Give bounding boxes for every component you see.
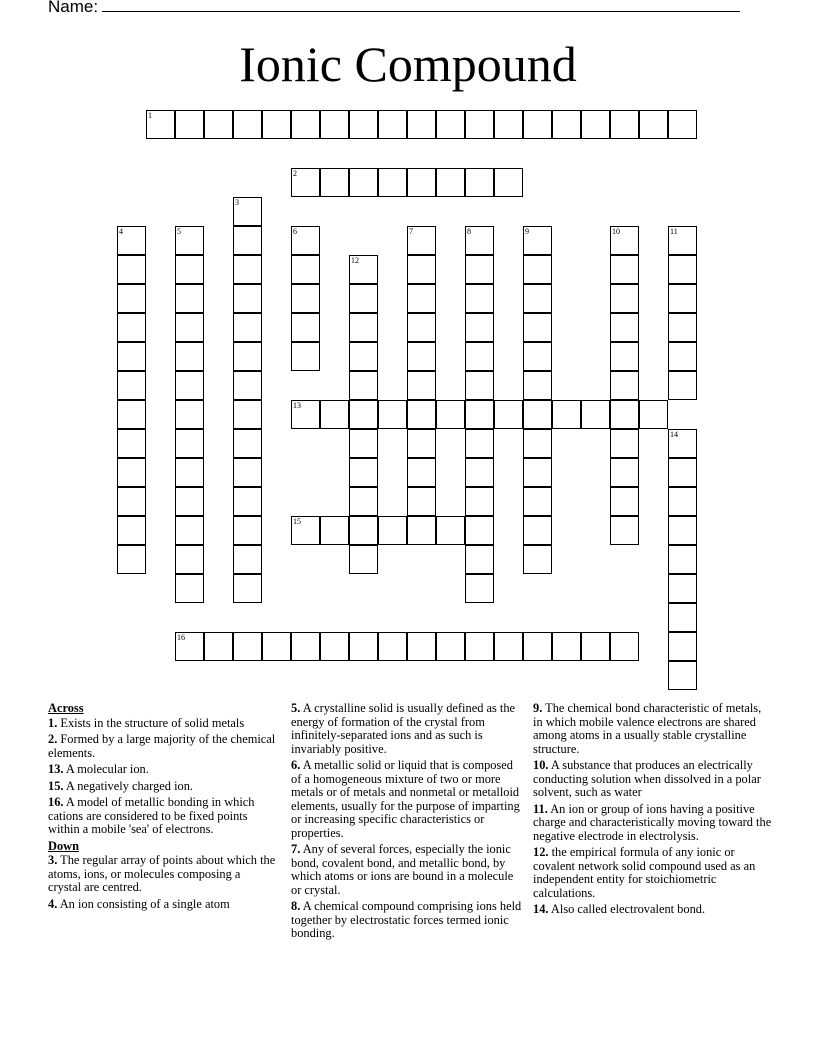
crossword-cell[interactable]: [407, 632, 436, 661]
clue-item: [48, 733, 276, 760]
clue-item: [291, 900, 525, 941]
clue-item-number: 10.: [533, 758, 549, 772]
clue-number: 11: [670, 227, 678, 236]
clue-item: [533, 702, 773, 756]
crossword-cell[interactable]: [349, 168, 378, 197]
crossword-cell[interactable]: [668, 458, 697, 487]
clues-column-2: [291, 702, 525, 944]
crossword-cell[interactable]: [465, 284, 494, 313]
crossword-cell[interactable]: [407, 284, 436, 313]
crossword-cell[interactable]: [610, 400, 639, 429]
clue-number: 7: [409, 227, 413, 236]
crossword-cell[interactable]: [668, 603, 697, 632]
clue-number: 3: [235, 198, 239, 207]
crossword-cell[interactable]: [465, 574, 494, 603]
crossword-cell[interactable]: [523, 371, 552, 400]
clue-number: 10: [612, 227, 620, 236]
crossword-cell[interactable]: [465, 400, 494, 429]
crossword-cell[interactable]: [175, 487, 204, 516]
crossword-cell[interactable]: [378, 632, 407, 661]
crossword-cell[interactable]: [233, 371, 262, 400]
crossword-cell[interactable]: [668, 516, 697, 545]
crossword-cell[interactable]: [117, 342, 146, 371]
crossword-cell[interactable]: [291, 168, 320, 197]
crossword-cell[interactable]: [523, 545, 552, 574]
crossword-cell[interactable]: [233, 516, 262, 545]
crossword-cell[interactable]: [465, 632, 494, 661]
crossword-cell[interactable]: [407, 110, 436, 139]
crossword-cell[interactable]: [436, 632, 465, 661]
clue-item: [48, 854, 276, 895]
clue-item-text: A model of metallic bonding in which cations are considered to be fixed points within a mobile 'sea' of electrons.: [48, 795, 255, 836]
crossword-cell[interactable]: [349, 255, 378, 284]
crossword-cell[interactable]: [465, 458, 494, 487]
crossword-cell[interactable]: [639, 400, 668, 429]
crossword-cell[interactable]: [407, 400, 436, 429]
crossword-cell[interactable]: [465, 313, 494, 342]
crossword-cell[interactable]: [523, 400, 552, 429]
clue-item-number: 6.: [291, 758, 301, 772]
crossword-cell[interactable]: [378, 516, 407, 545]
crossword-cell[interactable]: [610, 487, 639, 516]
crossword-cell[interactable]: [233, 313, 262, 342]
crossword-cell[interactable]: [581, 632, 610, 661]
clue-item-number: 9.: [533, 701, 543, 715]
clues-column-1: [48, 702, 276, 914]
crossword-cell[interactable]: [668, 342, 697, 371]
down-clue-list-3: [533, 702, 773, 917]
clue-item-text: Formed by a large majority of the chemical elements.: [48, 732, 276, 760]
clue-item-number: 2.: [48, 732, 58, 746]
crossword-cell[interactable]: [175, 342, 204, 371]
crossword-cell[interactable]: [117, 429, 146, 458]
crossword-cell[interactable]: [233, 429, 262, 458]
clue-number: 9: [525, 227, 529, 236]
clue-item: [291, 843, 525, 897]
crossword-cell[interactable]: [233, 458, 262, 487]
clue-number: 8: [467, 227, 471, 236]
clue-item: [48, 898, 276, 912]
clue-item: [533, 846, 773, 900]
crossword-cell[interactable]: [175, 458, 204, 487]
crossword-cell[interactable]: [407, 313, 436, 342]
crossword-cell[interactable]: [378, 110, 407, 139]
crossword-cell[interactable]: [175, 516, 204, 545]
crossword-cell[interactable]: [233, 574, 262, 603]
clue-item: [48, 780, 276, 794]
crossword-cell[interactable]: [117, 226, 146, 255]
clue-item-text: A metallic solid or liquid that is composed of a homogeneous mixture of two or more metals or of metals and nonmetal or metalloid elements, usually for the purpose of imparting or increasing specific characteristics or properties.: [291, 758, 520, 840]
crossword-cell[interactable]: [465, 110, 494, 139]
clue-item: [48, 717, 276, 731]
crossword-cell[interactable]: [233, 255, 262, 284]
clue-number: 13: [293, 401, 301, 410]
down-clue-list-1: [48, 854, 276, 911]
crossword-cell[interactable]: [175, 574, 204, 603]
crossword-cell[interactable]: [117, 545, 146, 574]
crossword-cell[interactable]: [320, 516, 349, 545]
clue-item-number: 12.: [533, 845, 549, 859]
crossword-cell[interactable]: [668, 545, 697, 574]
clue-item-text: the empirical formula of any ionic or covalent network solid compound used as an independent entity for stoichiometric calculations.: [533, 845, 756, 900]
crossword-cell[interactable]: [349, 429, 378, 458]
crossword-cell[interactable]: [610, 284, 639, 313]
across-clue-list: [48, 717, 276, 837]
crossword-cell[interactable]: [610, 371, 639, 400]
crossword-cell[interactable]: [320, 168, 349, 197]
crossword-cell[interactable]: [523, 255, 552, 284]
clue-number: 1: [148, 111, 152, 120]
crossword-cell[interactable]: [349, 110, 378, 139]
crossword-cell[interactable]: [610, 632, 639, 661]
page-title: Ionic Compound: [239, 36, 577, 92]
crossword-cell[interactable]: [233, 545, 262, 574]
crossword-cell[interactable]: [175, 429, 204, 458]
crossword-cell[interactable]: [610, 226, 639, 255]
crossword-cell[interactable]: [262, 632, 291, 661]
clue-item: [48, 763, 276, 777]
clue-item-number: 7.: [291, 842, 301, 856]
crossword-cell[interactable]: [610, 255, 639, 284]
clue-number: 16: [177, 633, 185, 642]
crossword-cell[interactable]: [291, 400, 320, 429]
crossword-cell[interactable]: [117, 516, 146, 545]
crossword-cell[interactable]: [407, 371, 436, 400]
crossword-cell[interactable]: [204, 110, 233, 139]
clue-item-number: 13.: [48, 762, 64, 776]
crossword-cell[interactable]: [349, 313, 378, 342]
crossword-cell[interactable]: [436, 400, 465, 429]
crossword-cell[interactable]: [523, 458, 552, 487]
clue-number: 6: [293, 227, 297, 236]
across-heading: Across: [48, 701, 84, 715]
crossword-cell[interactable]: [117, 255, 146, 284]
crossword-cell[interactable]: [581, 400, 610, 429]
clue-item-number: 8.: [291, 899, 301, 913]
crossword-cell[interactable]: [523, 226, 552, 255]
crossword-cell[interactable]: [233, 487, 262, 516]
crossword-cell[interactable]: [117, 284, 146, 313]
crossword-cell[interactable]: [233, 110, 262, 139]
crossword-cell[interactable]: [523, 313, 552, 342]
down-clue-list-2: [291, 702, 525, 941]
crossword-cell[interactable]: [552, 400, 581, 429]
crossword-cell[interactable]: [233, 400, 262, 429]
crossword-cell[interactable]: [407, 458, 436, 487]
crossword-cell[interactable]: [668, 110, 697, 139]
crossword-cell[interactable]: [349, 371, 378, 400]
clue-item-number: 1.: [48, 715, 58, 730]
clue-item-text: A molecular ion.: [65, 762, 149, 776]
crossword-cell[interactable]: [465, 371, 494, 400]
crossword-cell[interactable]: [552, 632, 581, 661]
crossword-cell[interactable]: [291, 342, 320, 371]
clue-item-text: A crystalline solid is usually defined as the energy of formation of the crystal from infinitely-separated ions and as such is invariably positive.: [291, 701, 516, 756]
crossword-cell[interactable]: [639, 110, 668, 139]
clue-item-number: 14.: [533, 902, 549, 916]
crossword-cell[interactable]: [291, 110, 320, 139]
crossword-cell[interactable]: [233, 226, 262, 255]
crossword-cell[interactable]: [465, 545, 494, 574]
clue-item-number: 5.: [291, 701, 301, 715]
crossword-cell[interactable]: [291, 284, 320, 313]
crossword-cell[interactable]: [436, 516, 465, 545]
clue-item-text: An ion or group of ions having a positive charge and characteristically moving toward the negative electrode in electrolysis.: [533, 801, 772, 843]
clue-item-number: 15.: [48, 778, 64, 793]
crossword-cell[interactable]: [175, 110, 204, 139]
crossword-cell[interactable]: [494, 110, 523, 139]
crossword-cell[interactable]: [320, 632, 349, 661]
crossword-cell[interactable]: [436, 168, 465, 197]
crossword-cell[interactable]: [349, 400, 378, 429]
clue-number: 5: [177, 227, 181, 236]
crossword-cell[interactable]: [146, 110, 175, 139]
crossword-cell[interactable]: [494, 632, 523, 661]
crossword-cell[interactable]: [465, 516, 494, 545]
crossword-cell[interactable]: [349, 545, 378, 574]
clue-item-text: A chemical compound comprising ions held together by electrostatic forces termed ionic bonding.: [291, 899, 522, 940]
crossword-cell[interactable]: [668, 284, 697, 313]
down-heading: Down: [48, 838, 79, 853]
clue-item-text: An ion consisting of a single atom: [59, 896, 230, 911]
clue-number: 4: [119, 227, 123, 236]
clue-item-number: 11.: [533, 801, 548, 816]
crossword-cell[interactable]: [233, 284, 262, 313]
crossword-cell[interactable]: [233, 342, 262, 371]
crossword-cell[interactable]: [407, 168, 436, 197]
crossword-cell[interactable]: [610, 342, 639, 371]
crossword-cell[interactable]: [175, 545, 204, 574]
crossword-cell[interactable]: [175, 226, 204, 255]
crossword-cell[interactable]: [465, 168, 494, 197]
crossword-cell[interactable]: [175, 400, 204, 429]
crossword-cell[interactable]: [291, 516, 320, 545]
crossword-cell[interactable]: [523, 342, 552, 371]
crossword-cell[interactable]: [407, 429, 436, 458]
crossword-cell[interactable]: [523, 110, 552, 139]
clue-number: 12: [351, 256, 359, 265]
crossword-cell[interactable]: [465, 226, 494, 255]
crossword-cell[interactable]: [668, 226, 697, 255]
crossword-cell[interactable]: [465, 429, 494, 458]
crossword-cell[interactable]: [175, 284, 204, 313]
clue-item: [533, 803, 773, 844]
clue-item: [48, 796, 276, 837]
crossword-cell[interactable]: [668, 661, 697, 690]
crossword-cell[interactable]: [378, 400, 407, 429]
clues-column-3: [533, 702, 773, 920]
clue-item-text: Also called electrovalent bond.: [550, 902, 706, 916]
crossword-cell[interactable]: [204, 632, 233, 661]
clue-item-number: 4.: [48, 896, 58, 911]
crossword-cell[interactable]: [610, 110, 639, 139]
crossword-cell[interactable]: [407, 516, 436, 545]
crossword-cell[interactable]: [465, 487, 494, 516]
crossword-cell[interactable]: [465, 255, 494, 284]
crossword-cell[interactable]: [610, 429, 639, 458]
crossword-cell[interactable]: [552, 110, 581, 139]
crossword-cell[interactable]: [668, 429, 697, 458]
name-label: Name:: [48, 0, 99, 16]
crossword-cell[interactable]: [668, 632, 697, 661]
crossword-cell[interactable]: [175, 632, 204, 661]
crossword-cell[interactable]: [378, 168, 407, 197]
crossword-cell[interactable]: [349, 516, 378, 545]
crossword-cell[interactable]: [349, 458, 378, 487]
crossword-cell[interactable]: [523, 429, 552, 458]
clue-item-text: A substance that produces an electrically conducting solution when dissolved in a polar solvent, such as water: [533, 758, 761, 799]
crossword-cell[interactable]: [407, 226, 436, 255]
crossword-cell[interactable]: [291, 632, 320, 661]
crossword-cell[interactable]: [610, 313, 639, 342]
crossword-cell[interactable]: [494, 168, 523, 197]
clue-item: [533, 759, 773, 800]
crossword-cell[interactable]: [320, 400, 349, 429]
crossword-cell[interactable]: [668, 487, 697, 516]
crossword-cell[interactable]: [291, 226, 320, 255]
crossword-cell[interactable]: [291, 313, 320, 342]
crossword-cell[interactable]: [610, 458, 639, 487]
crossword-cell[interactable]: [175, 255, 204, 284]
crossword-cell[interactable]: [668, 313, 697, 342]
crossword-cell[interactable]: [233, 632, 262, 661]
crossword-cell[interactable]: [407, 487, 436, 516]
crossword-cell[interactable]: [349, 342, 378, 371]
crossword-cell[interactable]: [494, 400, 523, 429]
crossword-cell[interactable]: [291, 255, 320, 284]
crossword-cell[interactable]: [668, 574, 697, 603]
crossword-cell[interactable]: [233, 197, 262, 226]
crossword-cell[interactable]: [581, 110, 610, 139]
crossword-cell[interactable]: [117, 400, 146, 429]
crossword-cell[interactable]: [349, 487, 378, 516]
crossword-cell[interactable]: [349, 284, 378, 313]
clue-number: 15: [293, 517, 301, 526]
crossword-cell[interactable]: [117, 458, 146, 487]
crossword-cell[interactable]: [465, 342, 494, 371]
crossword-cell[interactable]: [349, 632, 378, 661]
crossword-cell[interactable]: [117, 487, 146, 516]
clue-number: 14: [670, 430, 678, 439]
clue-item-text: Any of several forces, especially the ionic bond, covalent bond, and metallic bond, by which atoms or ions are bound in a molecule or crystal.: [291, 842, 514, 897]
crossword-cell[interactable]: [407, 255, 436, 284]
crossword-cell[interactable]: [668, 255, 697, 284]
crossword-cell[interactable]: [668, 371, 697, 400]
crossword-cell[interactable]: [523, 632, 552, 661]
crossword-cell[interactable]: [523, 284, 552, 313]
clue-item-text: A negatively charged ion.: [65, 778, 194, 793]
clue-item: [291, 759, 525, 840]
clue-item: [533, 903, 773, 917]
crossword-cell[interactable]: [407, 342, 436, 371]
clue-number: 2: [293, 169, 297, 178]
crossword-cell[interactable]: [262, 110, 291, 139]
crossword-cell[interactable]: [610, 516, 639, 545]
crossword-cell[interactable]: [117, 313, 146, 342]
crossword-cell[interactable]: [320, 110, 349, 139]
clue-item-number: 3.: [48, 853, 58, 867]
crossword-cell[interactable]: [175, 313, 204, 342]
crossword-cell[interactable]: [523, 516, 552, 545]
clue-item: [291, 702, 525, 756]
clue-item-text: The chemical bond characteristic of metals, in which mobile valence electrons are shared among atoms in a usually stable crystalline structure.: [533, 701, 762, 756]
clue-item-number: 16.: [48, 795, 64, 809]
crossword-cell[interactable]: [175, 371, 204, 400]
crossword-cell[interactable]: [523, 487, 552, 516]
crossword-cell[interactable]: [436, 110, 465, 139]
clue-item-text: The regular array of points about which the atoms, ions, or molecules composing a crystal are centred.: [48, 853, 276, 894]
crossword-cell[interactable]: [117, 371, 146, 400]
clue-item-text: Exists in the structure of solid metals: [60, 715, 245, 730]
